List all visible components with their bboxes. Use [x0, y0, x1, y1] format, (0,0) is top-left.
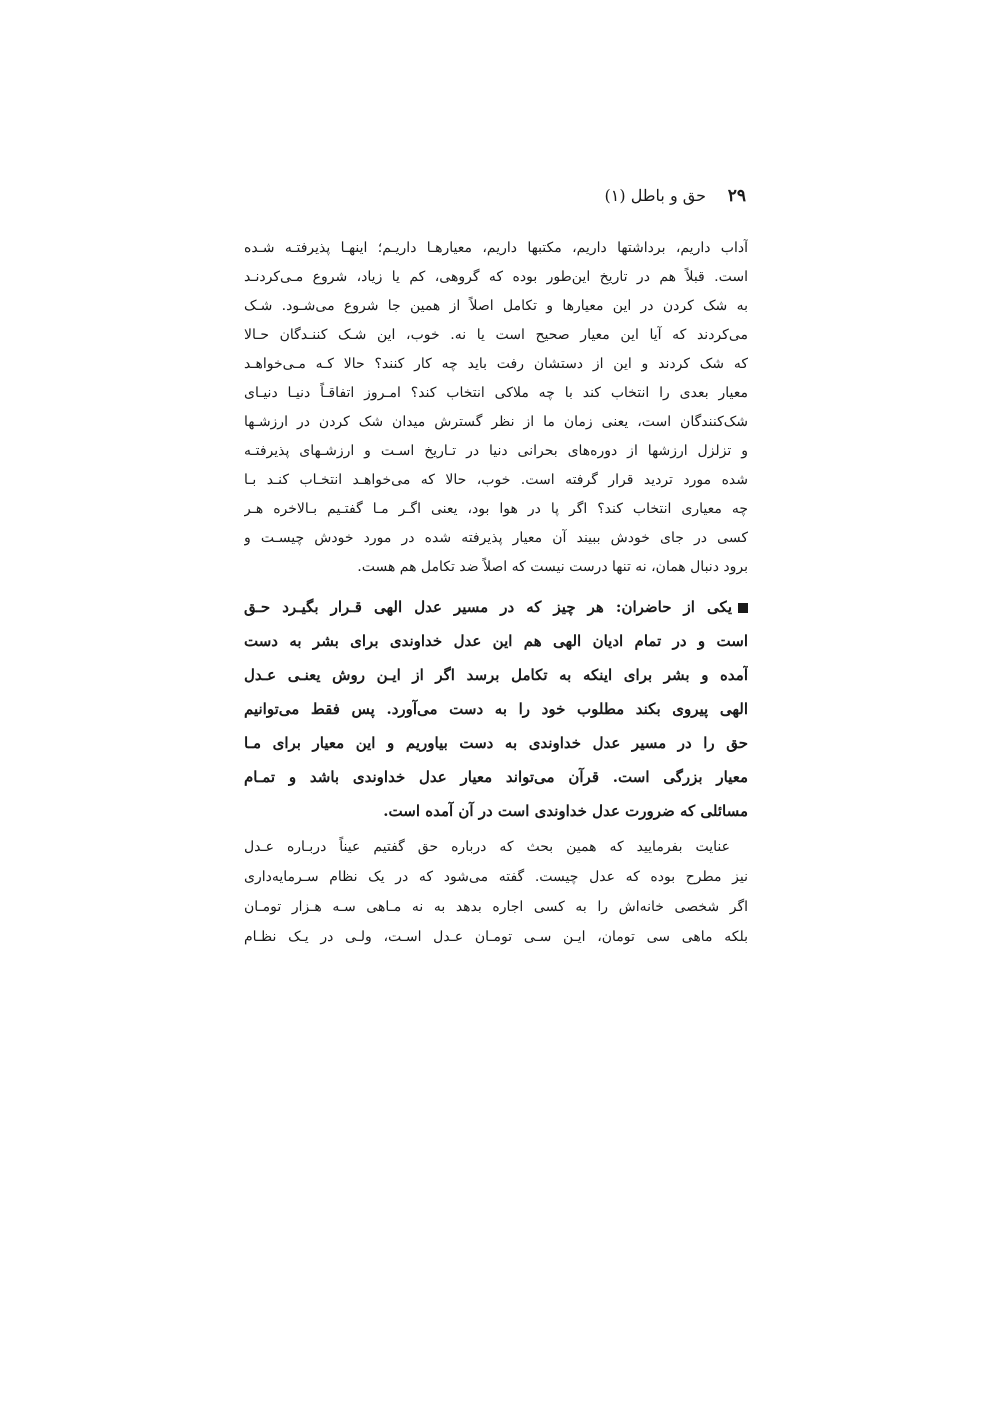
text-line: معیار بعدی را انتخاب کند با چه ملاکی انتخاب کند؟ امـروز اتفاقـاً دنیـا دنیـای	[244, 385, 748, 401]
text-line: که شک کردند و این از دستشان رفت باید چه کار کنند؟ حالا کـه مـی‌خواهـد	[244, 356, 748, 372]
paragraph-2	[244, 590, 748, 828]
page-header	[246, 186, 746, 216]
running-title: حق و باطل (۱)	[604, 186, 706, 205]
text-line: چه معیاری انتخاب کند؟ اگر پا در هوا بود، یعنی اگـر مـا گفتـیم بـالاخره هـر	[244, 501, 748, 517]
text-line: و تزلزل ارزشها از دوره‌های بحرانی دنیا در تـاریخ اسـت و ارزشـهای پذیرفتـه	[244, 443, 748, 459]
text-line: عنایت بفرمایید که همین بحث که درباره حق گفتیم عیناً دربـاره عـدل	[244, 839, 730, 855]
text-line: برود دنبال همان، نه تنها درست نیست که اصلاً ضد تکامل هم هست.	[357, 559, 748, 575]
text-line: می‌کردند که آیا این معیار صحیح است یا نه. خوب، این شـک کننـدگان حـالا	[244, 327, 748, 343]
text-line: الهی پیروی بکند مطلوب خود را به دست می‌آورد. پس فقط می‌توانیم	[244, 700, 748, 718]
text-line: است و در تمام ادیان الهی هم این عدل خداوندی برای بشر به دست	[244, 632, 748, 650]
text-line-with-bullet	[244, 590, 748, 624]
text-line: به شک کردن در این معیارها و تکامل اصلاً از همین جا شروع می‌شـود. شـک	[244, 298, 748, 314]
text-line: بلکه ماهی سی تومان، ایـن سـی تومـان عـدل اسـت، ولـی در یـک نظـام	[244, 929, 748, 945]
paragraph-1	[244, 234, 748, 582]
text-line: شده مورد تردید قرار گرفته است. خوب، حالا که می‌خواهـد انتخـاب کنـد بـا	[244, 472, 748, 488]
text-line: آمده و بشر برای اینکه به تکامل برسد اگر از ایـن روش یعنـی عـدل	[244, 666, 748, 684]
text-line: کسی در جای خودش ببیند آن معیار پذیرفته شده در مورد خودش چیسـت و	[244, 530, 748, 546]
text-line: معیار بزرگی است. قرآن می‌تواند معیار عدل خداوندی باشد و تمـام	[244, 768, 748, 786]
paragraph-3	[244, 832, 748, 952]
text-line: مسائلی که ضرورت عدل خداوندی است در آن آمده است.	[383, 802, 748, 820]
page-number: ۲۹	[727, 186, 746, 206]
text-line: نیز مطرح بوده که عدل چیست. گفته می‌شود که در یک نظام سـرمایه‌داری	[244, 869, 748, 885]
text-line: شک‌کنندگان است، یعنی زمان ما از نظر گسترش میدان شک کردن در ارزشـها	[244, 414, 748, 430]
body-text	[244, 234, 748, 952]
text-line: حق را در مسیر عدل خداوندی به دست بیاوریم و این معیار برای مـا	[244, 734, 748, 752]
text-line: است. قبلاً هم در تاریخ این‌طور بوده که گروهی، کم یا زیاد، شروع مـی‌کردنـد	[244, 269, 748, 285]
square-bullet-icon	[738, 603, 748, 613]
text-line: اگر شخصی خانه‌اش را به کسی اجاره بدهد به نه مـاهی سـه هـزار تومـان	[244, 899, 748, 915]
text-line: آداب داریم، برداشتها داریم، مکتبها داریم، معیارهـا داریـم؛ اینهـا پذیرفتـه شـده	[244, 240, 748, 256]
text-line: یکی از حاضران: هر چیز که در مسیر عدل الهی قـرار بگیـرد حـق	[244, 598, 732, 616]
